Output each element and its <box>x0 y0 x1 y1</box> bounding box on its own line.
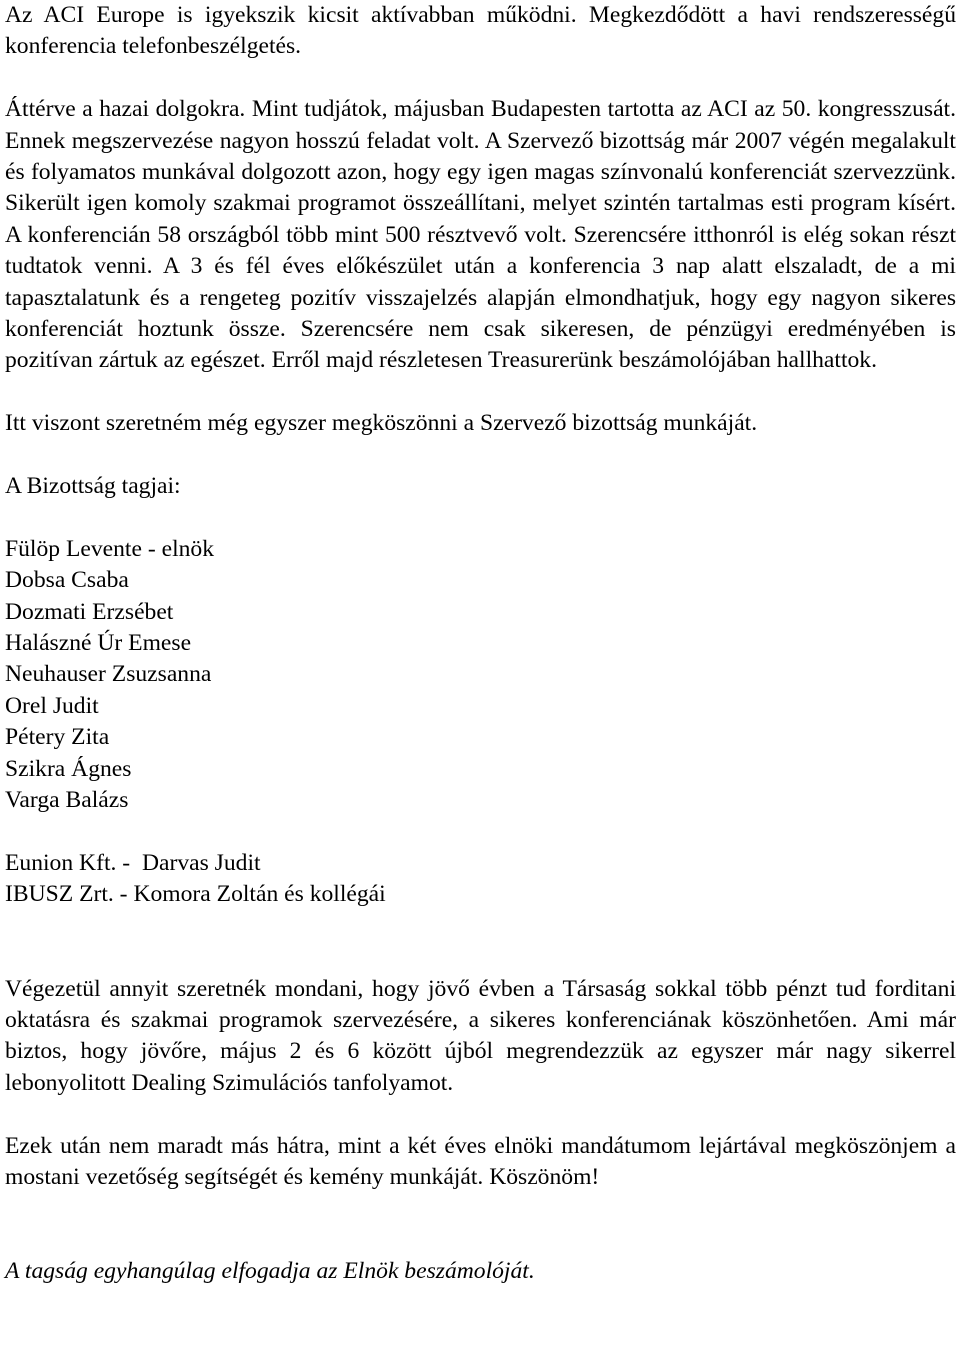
committee-member: Dobsa Csaba <box>5 567 129 594</box>
committee-member: Szikra Ágnes <box>5 755 132 782</box>
spacer <box>5 440 956 471</box>
partner-entry: IBUSZ Zrt. - Komora Zoltán és kollégái <box>5 881 386 908</box>
spacer <box>5 817 956 848</box>
spacer <box>5 63 956 94</box>
paragraph-congress: Áttérve a hazai dolgokra. Mint tudjátok, májusban Budapesten tartotta az ACI az 50. kongresszusát. Ennek megszervezése nagyon hosszú feladat volt. A Szervező bizottság már 2007 végén megalakult és folyamatos munkával dolgozott azon, hogy egy igen magas színvonalú konferenciát szervezzünk. Sikerült igen komoly szakmai programot összeállítani, melyet szintén tartalmas esti program kísért. A konferencián 58 országból több mint 500 résztvevő volt. Szerencsére itthonról is elég sokan részt tudtatok venni. A 3 és fél éves előkészület után a konferencia 3 nap alatt elszaladt, de a mi tapasztalatunk és a rengeteg pozitív visszajelzés alapján elmondhatjuk, hogy egy nagyon sikeres konferenciát hoztunk össze. Szerencsére nem csak sikeresen, de pénzügyi eredményében is pozitívan zártuk az egészet. Erről majd részletesen Treasurerünk beszámolójában hallhattok. <box>5 96 956 374</box>
paragraph-thanks: Itt viszont szeretném még egyszer megköszönni a Szervező bizottság munkáját. <box>5 410 758 437</box>
committee-heading: A Bizottság tagjai: <box>5 473 181 500</box>
committee-member: Halászné Úr Emese <box>5 630 192 657</box>
spacer <box>5 1193 956 1256</box>
spacer <box>5 911 956 974</box>
committee-member: Pétery Zita <box>5 724 110 751</box>
partner-entry: Eunion Kft. - Darvas Judit <box>5 849 261 876</box>
paragraph-future: Végezetül annyit szeretnék mondani, hogy jövő évben a Társaság sokkal több pénzt tud forditani oktatásra és szakmai programok szervezésére, a sikeres konferenciának köszönhetően. Ami már biztos, hogy jövőre, május 2 és 6 között újból megrendezzük az egyszer már nagy sikerrel lebonyolitott Dealing Szimulációs tanfolyamot. <box>5 975 956 1096</box>
committee-member: Dozmati Erzsébet <box>5 598 174 625</box>
committee-member: Orel Judit <box>5 692 99 719</box>
spacer <box>5 502 956 533</box>
committee-member-list <box>5 534 956 817</box>
paragraph-aci-europe: Az ACI Europe is igyekszik kicsit aktívabban működni. Megkezdődött a havi rendszerességű konferencia telefonbeszélgetés. <box>5 2 956 60</box>
committee-member: Varga Balázs <box>5 787 129 814</box>
closing-statement: A tagság egyhangúlag elfogadja az Elnök beszámolóját. <box>5 1258 535 1285</box>
paragraph-farewell: Ezek után nem maradt más hátra, mint a két éves elnöki mandátumom lejártával megköszönjem a mostani vezetőség segítségét és kemény munkáját. Köszönöm! <box>5 1132 956 1190</box>
partner-list <box>5 848 956 911</box>
committee-member: Neuhauser Zsuzsanna <box>5 661 212 688</box>
committee-member: Fülöp Levente - elnök <box>5 535 215 562</box>
spacer <box>5 377 956 408</box>
spacer <box>5 1099 956 1130</box>
document-page <box>5 0 956 1288</box>
